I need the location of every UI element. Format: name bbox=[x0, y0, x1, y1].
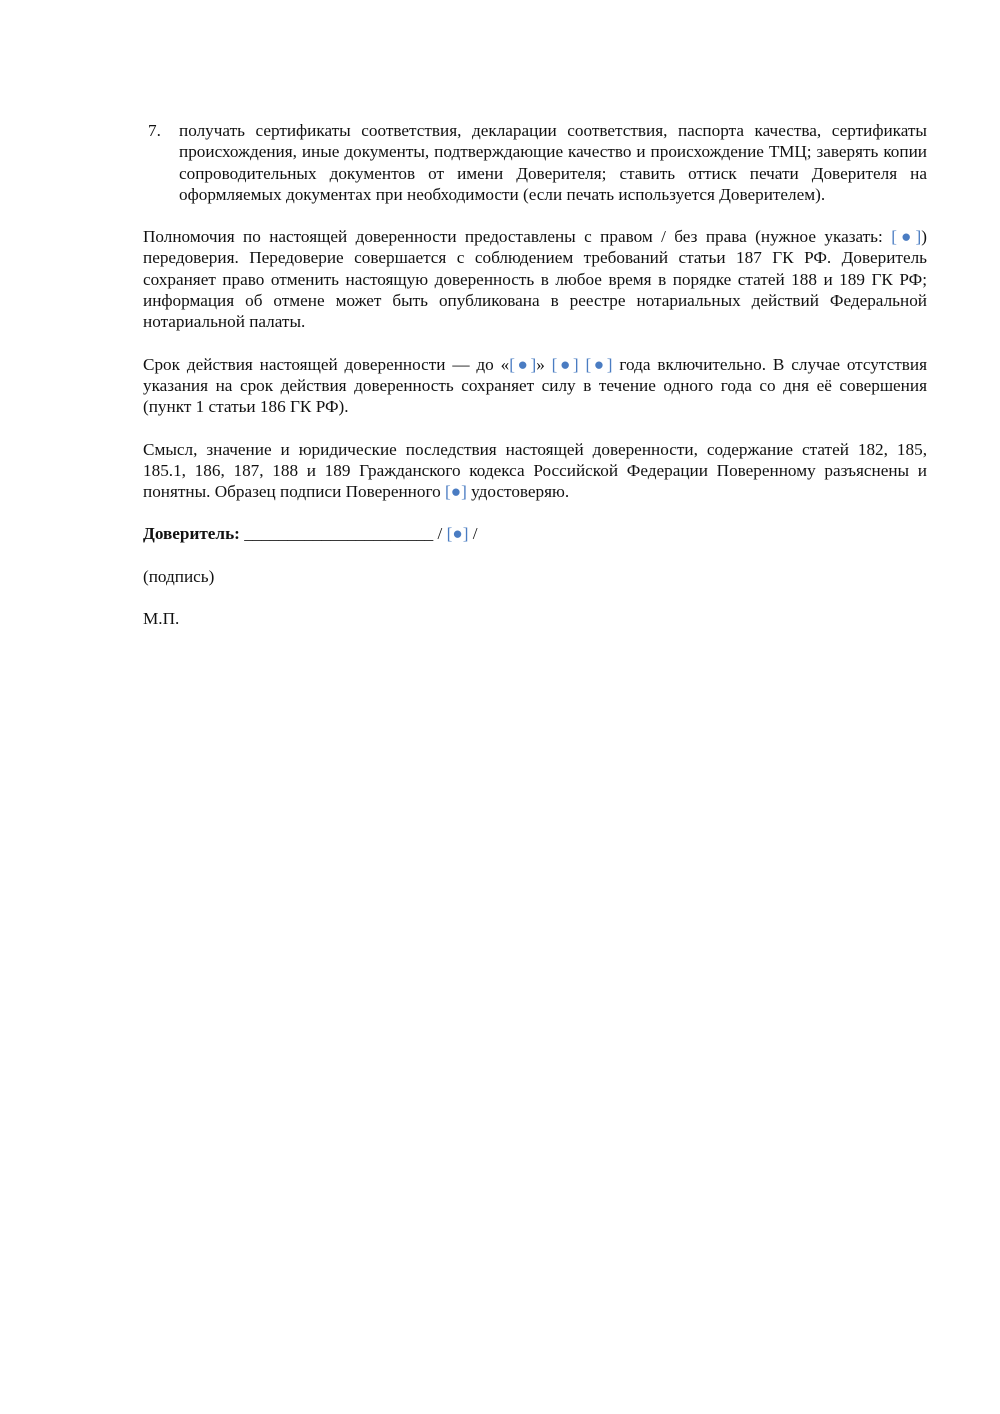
placeholder-year[interactable]: [●] bbox=[585, 354, 613, 374]
placeholder-day[interactable]: [●] bbox=[509, 354, 537, 374]
paragraph-text: » bbox=[536, 354, 552, 374]
paragraph-explanation bbox=[143, 439, 927, 503]
paragraph-delegation bbox=[143, 226, 927, 332]
signature-label: Доверитель: bbox=[143, 524, 240, 544]
paragraph-text: Срок действия настоящей доверенности — до « bbox=[143, 354, 510, 374]
placeholder-principal-name[interactable]: [●] bbox=[446, 524, 469, 544]
placeholder-field[interactable]: [●] bbox=[891, 227, 922, 247]
seal-label: М.П. bbox=[143, 609, 180, 629]
paragraph-text: удостоверяю. bbox=[466, 482, 570, 502]
list-item-text: получать сертификаты соответствия, декларации соответствия, паспорта качества, сертификаты происхождения, иные документы, подтверждающие качество и происхождение ТМЦ; заверять копии сопроводительных документов от имени Доверителя; ставить оттиск печати Доверителя на оформляемых документах при необходимости (если печать используется Доверителем). bbox=[179, 121, 927, 204]
paragraph-text: ) передоверия. Передоверие совершается с соблюдением требований статьи 187 ГК РФ. Доверитель сохраняет право отменить настоящую доверенность в любое время в порядке статей 188 и 189 ГК РФ; информация об отмене может быть опубликована в реестре нотариальных действий Федеральной нотариальной палаты. bbox=[143, 227, 927, 332]
paragraph-text: Смысл, значение и юридические последствия настоящей доверенности, содержание статей 182, 185, 185.1, 186, 187, 188 и 189 Гражданского кодекса Российской Федерации Поверенному разъяснены и понятны. Образец подписи Поверенного bbox=[143, 439, 927, 502]
signature-caption: (подпись) bbox=[143, 566, 215, 586]
paragraph-text: Полномочия по настоящей доверенности предоставлены с правом / без права (нужное указать: bbox=[143, 227, 892, 247]
list-item-number: 7. bbox=[148, 121, 161, 140]
placeholder-attorney-signature[interactable]: [●] bbox=[444, 482, 467, 502]
document-page bbox=[143, 120, 927, 650]
signature-end: / bbox=[468, 524, 478, 544]
signature-blank: ______________________ / bbox=[239, 524, 447, 544]
paragraph-text: года включительно. В случае отсутствия указания на срок действия доверенность сохраняет силу в течение одного года со дня её совершения (пункт 1 статьи 186 ГК РФ). bbox=[143, 354, 927, 417]
placeholder-month[interactable]: [●] bbox=[551, 354, 579, 374]
signature-line bbox=[143, 523, 927, 544]
paragraph-validity bbox=[143, 354, 927, 418]
list-item-7 bbox=[143, 120, 927, 205]
paragraph-text bbox=[579, 355, 586, 374]
